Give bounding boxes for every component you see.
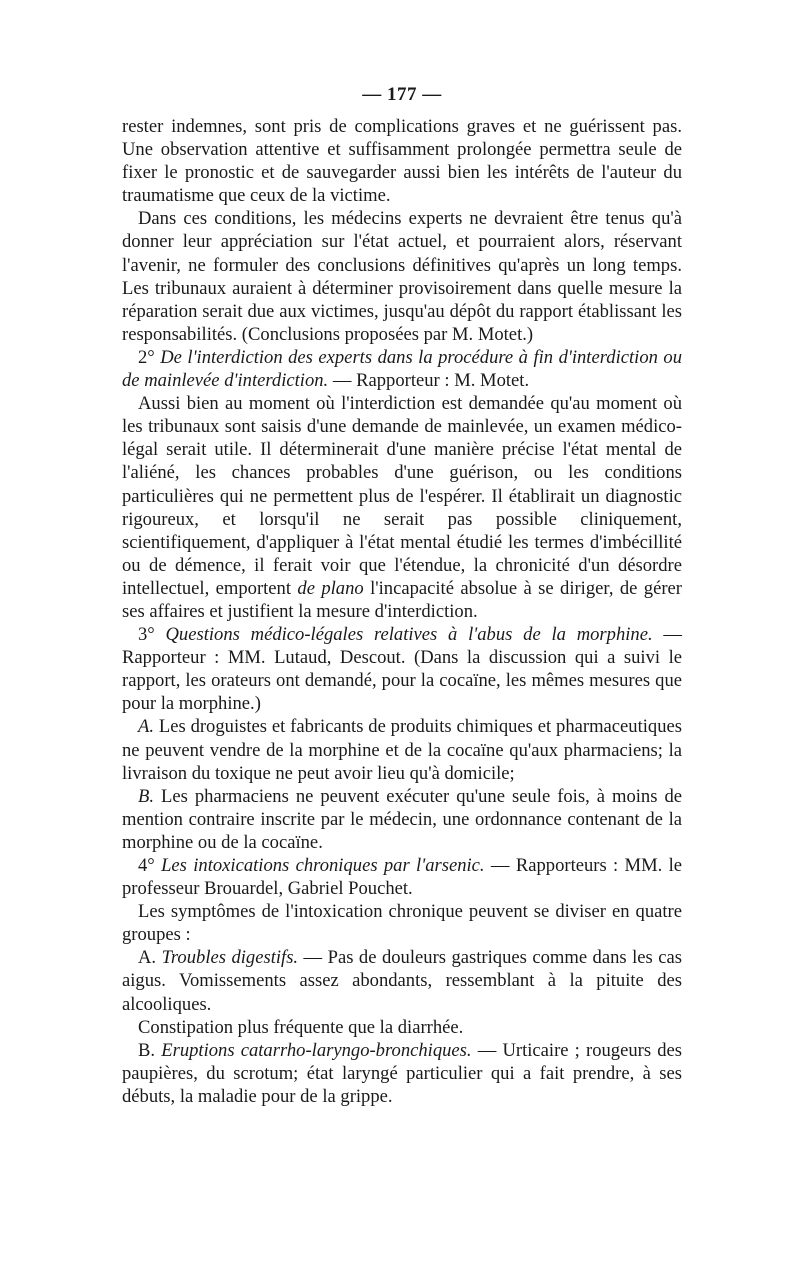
section-text: — Rapporteur : MM. Lutaud, Descout. (Dans la discussion qui a suivi le rapport, les orateurs ont demandé, pour la cocaïne, les mêmes mesures que pour la morphine.) — [122, 624, 682, 715]
paragraph: Les symptômes de l'intoxication chronique peuvent se diviser en quatre groupes : — [122, 901, 682, 946]
paragraph — [122, 392, 682, 623]
page-number: — 177 — — [362, 84, 442, 105]
paragraph-text: Aussi bien au moment où l'interdiction est demandée qu'au moment où les tribunaux sont saisis d'une demande de mainlevée, un examen médico-légal serait utile. Il déterminerait d'une manière précise l'état mental de l'aliéné, les chances probables d'une guérison, ou les conditions particulières qui ne permettent plus de l'espérer. Il établirait un diagnostic rigoureux, et lorsqu'il ne serait pas possible cliniquement, scientifiquement, d'appliquer à l'état mental étudié les termes d'imbécillité ou de démence, il ferait voir que l'étendue, la chronicité d'un désordre intellectuel, emportent de plano l'incapacité absolue à se diriger, de gérer ses affaires et justifient la mesure d'interdiction. — [122, 393, 682, 622]
item-label: B. — [138, 785, 155, 807]
paragraph: Dans ces conditions, les médecins experts ne devraient être tenus qu'à donner leur appréciation sur l'état actuel, et pourraient alors, réservant l'avenir, ne formuler des conclusions définitives qu'après un long temps. Les tribunaux auraient à déterminer provisoirement dans quelle mesure la réparation serait due aux victimes, jusqu'au dépôt du rapport établissant les responsabilités. (Conclusions proposées par M. Motet.) — [122, 208, 682, 345]
section-title: De l'interdiction des experts dans la procédure à fin d'interdiction ou de mainlevée d'interdiction. — [122, 346, 683, 392]
section-heading-paragraph — [122, 623, 682, 715]
section-number: 4° — [138, 855, 155, 876]
subsection-label: B. — [138, 1039, 156, 1061]
paragraph: Constipation plus fréquente que la diarrhée. — [138, 1016, 464, 1038]
subsection-text: — Urticaire ; rougeurs des paupières, du scrotum; état laryngé particulier qui a fait prendre, à ses débuts, la maladie pour de la grippe. — [122, 1039, 682, 1107]
section-title: Les intoxications chroniques par l'arsenic. — [161, 855, 485, 876]
list-item-paragraph — [122, 785, 682, 854]
book-page — [122, 82, 682, 1108]
section-text: — Rapporteurs : MM. le professeur Brouardel, Gabriel Pouchet. — [122, 855, 682, 900]
subsection-title: Eruptions catarrho-laryngo-bronchiques. — [161, 1039, 472, 1061]
section-text: — Rapporteur : M. Motet. — [328, 370, 530, 392]
section-number: 2° — [138, 346, 155, 368]
section-heading-paragraph — [122, 854, 682, 900]
item-label: A. — [138, 716, 155, 738]
subsection-text: — Pas de douleurs gastriques comme dans les cas aigus. Vomissements assez abondants, ressemblant à la pituite des alcooliques. — [122, 947, 682, 1015]
list-item-paragraph — [122, 715, 682, 784]
paragraph: rester indemnes, sont pris de complications graves et ne guérissent pas. Une observation attentive et suffisamment prolongée permettra seule de fixer le pronostic et de sauvegarder aussi bien les intérêts de l'auteur du traumatisme que ceux de la victime. — [122, 116, 682, 207]
section-title: Questions médico-légales relatives à l'abus de la morphine. — [165, 624, 653, 646]
latin-phrase: de plano — [297, 577, 364, 599]
subsection-paragraph — [122, 1039, 682, 1108]
section-heading-paragraph — [122, 346, 682, 392]
subsection-paragraph — [122, 946, 682, 1015]
item-text: Les pharmaciens ne peuvent exécuter qu'une seule fois, à moins de mention contraire inscrite par le médecin, une ordonnance contenant de la morphine ou de la cocaïne. — [122, 785, 682, 853]
subsection-label: A. — [138, 947, 157, 969]
item-text: Les droguistes et fabricants de produits chimiques et pharmaceutiques ne peuvent vendre de la morphine et de la cocaïne qu'aux pharmaciens; la livraison du toxique ne peut avoir lieu qu'à domicile; — [122, 716, 682, 784]
section-number: 3° — [138, 624, 155, 646]
subsection-title: Troubles digestifs. — [161, 947, 299, 969]
